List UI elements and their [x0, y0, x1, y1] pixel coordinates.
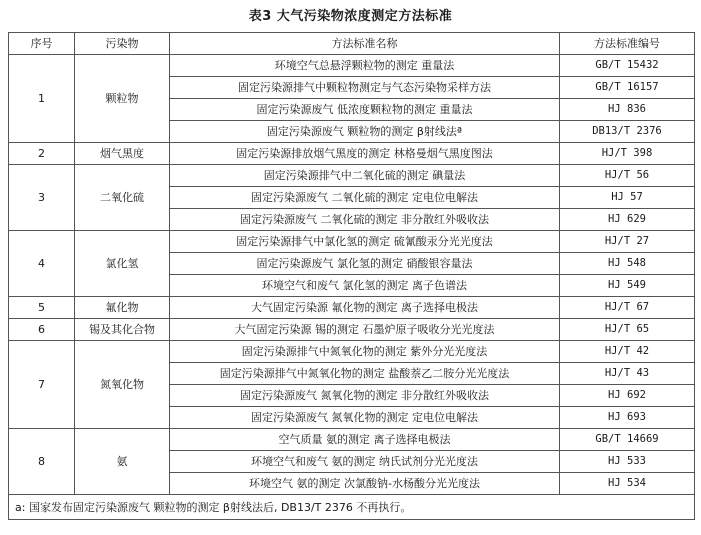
method-code: HJ 629 [560, 209, 695, 231]
method-name: 环境空气总悬浮颗粒物的测定 重量法 [170, 55, 560, 77]
method-code: GB/T 16157 [560, 77, 695, 99]
row-number: 3 [9, 165, 75, 231]
table-row [9, 165, 695, 187]
method-code: HJ 534 [560, 473, 695, 495]
pollutant-name: 颗粒物 [75, 55, 170, 143]
method-name: 固定污染源废气 二氧化硫的测定 非分散红外吸收法 [170, 209, 560, 231]
method-code: GB/T 15432 [560, 55, 695, 77]
table-row [9, 231, 695, 253]
row-number: 1 [9, 55, 75, 143]
table-row [9, 319, 695, 341]
pollutant-name: 氯化氢 [75, 231, 170, 297]
method-code: GB/T 14669 [560, 429, 695, 451]
row-number: 7 [9, 341, 75, 429]
method-name: 大气固定污染源 氟化物的测定 离子选择电极法 [170, 297, 560, 319]
method-code: HJ/T 43 [560, 363, 695, 385]
method-name: 固定污染源排气中二氧化硫的测定 碘量法 [170, 165, 560, 187]
table-row [9, 55, 695, 77]
method-code: HJ 836 [560, 99, 695, 121]
method-name: 大气固定污染源 锡的测定 石墨炉原子吸收分光光度法 [170, 319, 560, 341]
row-number: 4 [9, 231, 75, 297]
method-code: HJ 549 [560, 275, 695, 297]
method-code: HJ 692 [560, 385, 695, 407]
method-name: 固定污染源废气 氯化氢的测定 硝酸银容量法 [170, 253, 560, 275]
row-number: 2 [9, 143, 75, 165]
pollutant-name: 烟气黑度 [75, 143, 170, 165]
footnote: a: 国家发布固定污染源废气 颗粒物的测定 β射线法后, DB13/T 2376 不再执行。 [9, 495, 695, 520]
footnote-row [9, 495, 695, 520]
method-name: 固定污染源废气 二氧化硫的测定 定电位电解法 [170, 187, 560, 209]
method-name: 固定污染源排气中颗粒物测定与气态污染物采样方法 [170, 77, 560, 99]
method-name: 环境空气和废气 氨的测定 纳氏试剂分光光度法 [170, 451, 560, 473]
method-name: 固定污染源排气中氮氧化物的测定 盐酸萘乙二胺分光光度法 [170, 363, 560, 385]
method-name: 环境空气 氨的测定 次氯酸钠-水杨酸分光光度法 [170, 473, 560, 495]
method-code: HJ 693 [560, 407, 695, 429]
row-number: 5 [9, 297, 75, 319]
method-code: DB13/T 2376 [560, 121, 695, 143]
row-number: 8 [9, 429, 75, 495]
method-name: 固定污染源排气中氮氧化物的测定 紫外分光光度法 [170, 341, 560, 363]
method-name: 固定污染源废气 氮氧化物的测定 定电位电解法 [170, 407, 560, 429]
method-code: HJ/T 27 [560, 231, 695, 253]
header-method-code: 方法标准编号 [560, 33, 695, 55]
header-method-name: 方法标准名称 [170, 33, 560, 55]
method-code: HJ/T 67 [560, 297, 695, 319]
table-row [9, 341, 695, 363]
method-code: HJ/T 42 [560, 341, 695, 363]
table-title: 表3 大气污染物浓度测定方法标准 [248, 9, 453, 24]
header-no: 序号 [9, 33, 75, 55]
pollutant-name: 二氧化硫 [75, 165, 170, 231]
method-name: 固定污染源废气 颗粒物的测定 β射线法ª [170, 121, 560, 143]
method-code: HJ/T 56 [560, 165, 695, 187]
method-name: 固定污染源排放烟气黑度的测定 林格曼烟气黑度图法 [170, 143, 560, 165]
standards-table [8, 32, 695, 520]
method-code: HJ/T 398 [560, 143, 695, 165]
pollutant-name: 氟化物 [75, 297, 170, 319]
table-row [9, 429, 695, 451]
method-name: 固定污染源废气 氮氧化物的测定 非分散红外吸收法 [170, 385, 560, 407]
method-code: HJ/T 65 [560, 319, 695, 341]
header-pollutant: 污染物 [75, 33, 170, 55]
table-body [9, 55, 695, 495]
pollutant-name: 氮氧化物 [75, 341, 170, 429]
pollutant-name: 锡及其化合物 [75, 319, 170, 341]
method-name: 环境空气和废气 氯化氢的测定 离子色谱法 [170, 275, 560, 297]
method-code: HJ 533 [560, 451, 695, 473]
method-name: 固定污染源废气 低浓度颗粒物的测定 重量法 [170, 99, 560, 121]
method-name: 固定污染源排气中氯化氢的测定 硫氰酸汞分光光度法 [170, 231, 560, 253]
row-number: 6 [9, 319, 75, 341]
method-code: HJ 57 [560, 187, 695, 209]
table-row [9, 143, 695, 165]
method-code: HJ 548 [560, 253, 695, 275]
table-row [9, 297, 695, 319]
header-row [9, 33, 695, 55]
pollutant-name: 氨 [75, 429, 170, 495]
method-name: 空气质量 氨的测定 离子选择电极法 [170, 429, 560, 451]
